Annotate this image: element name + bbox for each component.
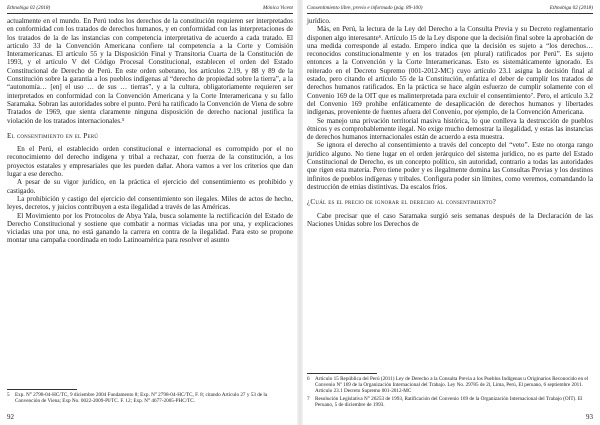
right-paragraph-5: Cabe precisar que el caso Saramaka surgió seis semanas después de la Declaración de las Naciones Unidas sobre los Derechos de (307, 211, 593, 228)
footnote-text: Exp. N° 2798-04-HC/TC, 9 diciembre 2004 Fundamento 8; Exp. N° 2798-04-HC/TC, F. 8; citando Artículo 27 y 53 de la Convención de Viena; Exp No. 0022-2009-PI/TC. F. 12; Exp. N° 4677-2005-PHC/TC. (15, 392, 268, 405)
left-running-head-author: Mónica Vicent (262, 5, 293, 11)
right-paragraph-2: Más, en Perú, la lectura de la Ley del Derecho a la Consulta Previa y su Decreto reglamentario disponen algo interesante⁶. Artículo 15 de la Ley dispone que la decisión final sobre la aprobación de una medida corresponde al estado. Empero indica que la decisión es sujeto a “los derechos… reconocidos constitucionalmente y en los tratados (en plural) ratificados por Perú”. Es sujeto entonces a la Convención y la Corte Interamericanas. Esto es sistemáticamente ignorado. Es reiterado en el Decreto Supremo (001-2012-MC) cuyo artículo 23.1 asigna la decisión final al estado, pero citando el artículo 55 de la Constitución, enfatiza el deber de cumplir los tratados de derechos humanos ratificados. En la práctica se hace algún esfuerzo de cumplir solamente con el Convenio 169 de la OIT que es malinterpretada para excluir el consentimiento⁷. Pero, el artículo 3.2 del Convenio 169 prohíbe enfáticamente de desaplicación de derechos humanos y libertades indígenas, proveniente de fuentes afuera del Convenio, por ejemplo, de la Convención Americana. (307, 25, 593, 117)
right-running-head-journal: Ethnobiga 02 (2018) (549, 5, 593, 11)
left-paragraph-3: A pesar de su vigor jurídico, en la práctica el ejercicio del consentimiento es prohibido y castigado. (7, 178, 293, 195)
left-footnotes (7, 392, 293, 406)
footnote-number: 5 (7, 392, 10, 398)
left-body-text (7, 17, 293, 245)
left-running-head-journal: Ethnobiga 02 (2018) (7, 5, 51, 11)
right-running-head (307, 4, 593, 14)
right-section-heading: ¿Cuál es el precio de ignorar el derecho al consentimiento? (307, 198, 497, 207)
right-paragraph-1: jurídico. (307, 17, 331, 25)
left-page (7, 0, 293, 425)
left-paragraph-1: actualmente en el mundo. En Perú todos los derechos de la constitución requieren ser interpretados en conformidad con los tratados de derechos humanos, y en conformidad con las interpretaciones de los tratados de la de las instancias con competencia interpretativa de acuerdo a cada tratado. El artículo 33 de la Convención Americana confiere tal competencia a la Corte y Comisión Interamericanas. El artículo 55 y la Disposición Final y Transitoria Cuarta de la Constitución de 1993, y el artículo V del Código Procesal Constitucional, establecen el orden del Estado Constitucional de Derecho de Perú. En este orden soberano, los artículos 2.19, y 88 y 89 de la Constitución sobre la garantía a los pueblos indígenas al “derecho de propiedad sobre la tierra”, a la “autonomía… [en] el uso … de sus … tierras”, y a la cultura, obligatoriamente requieren ser interpretados en conformidad con la Convención Americana y la Corte Interamericana y su fallo Saramaka. Sobran las autoridades sobre el punto. Perú ha ratificado la Convención de Viena de sobre Tratados de 1969, que sienta claramente ninguna disposición de derecho nacional justifica la violación de los tratados internacionales.⁵ (7, 17, 293, 125)
right-body-text (307, 17, 593, 228)
footnote-number: 6 (307, 376, 310, 382)
left-paragraph-5: El Movimiento por los Protocolos de Abya Yala, busca solamente la rectificación del Estado de Derecho Constitucional y sostiene que combatir a normas viciadas una por una, y explicaciones viciadas una por una, no está ganando la carrera en contra de la ilegalidad. Para esto se propone montar una campaña coordinada en todo Latinoamérica para resolver el asunto (7, 211, 293, 245)
right-footnote-rule (307, 373, 377, 374)
left-footnote-rule (7, 389, 77, 390)
footnote (307, 396, 593, 408)
right-running-head-title: Consentimiento libre, previo e informado (pág. 89-100) (307, 5, 423, 11)
footnote-text: Resolución Legislativa N° 26253 de 1993, Ratificación del Convenio 169 de la Organización Internacional del Trabajo (OIT). El Peruano, 5 de diciembre de 1993. (315, 396, 583, 409)
right-paragraph-3: Se manejo una privación territorial masiva histórica, lo que conlleva la destrucción de pueblos étnicos y es comprobablemente ilegal. No exige mucho demostrar la ilegalidad, y estas las instancias de derechos humanos internacionales están de acuerdo a esta muestra. (307, 116, 593, 142)
footnote (307, 376, 593, 395)
right-page (307, 0, 593, 425)
left-page-number: 92 (7, 413, 14, 421)
book-gutter (297, 0, 303, 425)
footnote-number: 7 (307, 396, 310, 403)
right-page-number: 93 (586, 413, 593, 421)
footnote (7, 392, 293, 404)
left-section-heading: El consentimiento en el Perú (7, 131, 99, 140)
right-paragraph-4: Se ignora el derecho al consentimiento a través del concepto del “veto”. Este no otorga rango jurídico alguno. No tiene lugar en el orden jerárquico del sistema jurídico, no es parte del Estado Constitucional de Derecho, es un concepto político, sin autoridad, contrario a todas las autoridades que rigen esta materia. Pero tiene poder y es ilegalmente domina las Consultas Previas y los destinos infinitos de pueblos indígenas y tribales. Configura poder sin límites, como veremos, comandando la destrucción de etnias distintivas. Da escalos fríos. (307, 141, 593, 191)
left-running-head (7, 4, 293, 14)
left-paragraph-4: La prohibición y castigo del ejercicio del consentimiento son ilegales. Miles de actos de hecho, leyes, decretos, y juicios contribuyen a esta ilegalidad a través de las Américas. (7, 194, 293, 212)
footnote-text: Artículo 15 República del Perú (2011) Ley de Derecho a la Consulta Previa a los Pueblos Indígenas u Originarios Reconocido en el Convenio Nº 169 de la Organización Internacional del Trabajo. Ley No. 29785 de 2l, Lima, Perú, El peruano, 6 septiembre 2011. Artículo 23.1 Decreto Supremo 001-2012-MC (315, 376, 589, 395)
right-footnotes (307, 376, 593, 410)
left-paragraph-2: En el Perú, el establecido orden constitucional e internacional es corrompido por el no reconocimiento del derecho indígena y tribal a rechazar, con fuerza de la constitución, a los proyectos estatales y empresariales que les pueden dañar. Ahora vamos a ver los criterios que dan lugar a ese derecho. (7, 145, 293, 179)
